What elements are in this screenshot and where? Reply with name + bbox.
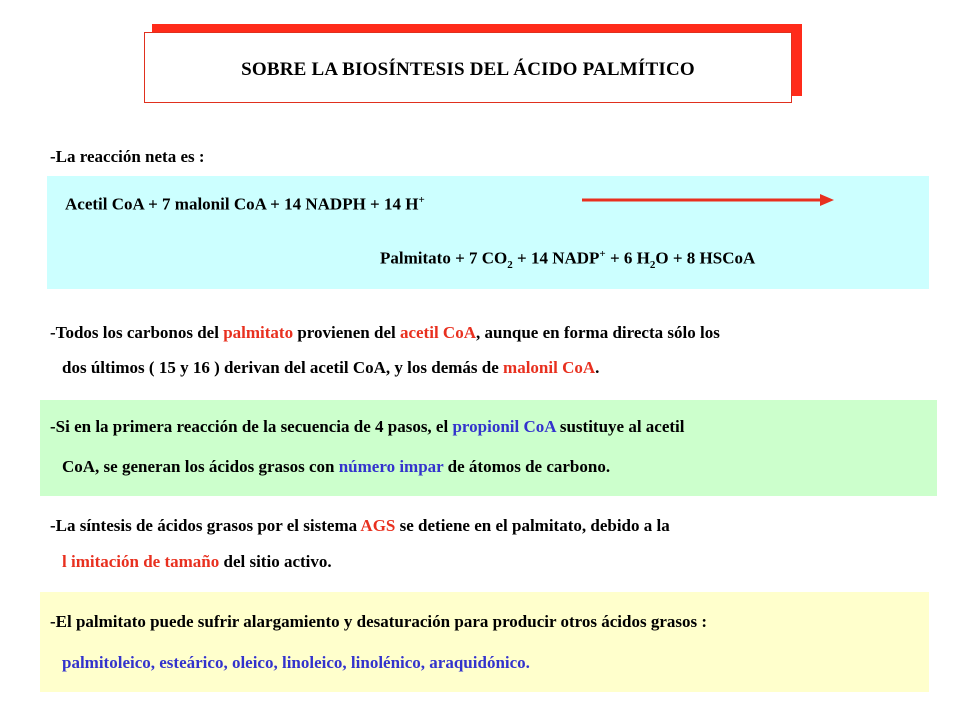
propionil-coa-term: propionil CoA [452,417,556,436]
co2-subscript: 2 [507,259,513,272]
propionyl-text-a: -Si en la primera reacción de la secuencia de 4 pasos, el [50,417,453,436]
reaction-reactants [65,194,425,215]
proton-charge: + [418,194,425,206]
net-reaction-intro: -La reacción neta es : [50,147,205,166]
products-part1: Palmitato + 7 CO [380,248,508,268]
propionyl-text-d: CoA, se generan los ácidos grasos con [62,457,339,476]
ags-text-e: del sitio activo. [219,552,332,571]
carbons-text-e: , aunque en forma directa sólo los [475,323,720,342]
ags-term: AGS [360,516,396,535]
page-title: SOBRE LA BIOSÍNTESIS DEL ÁCIDO PALMÍTICO [241,59,695,80]
carbons-text-g: . [595,358,600,377]
reaction-arrow-icon [582,193,834,207]
products-part3: + 6 H [605,248,650,268]
propionyl-text-f: de átomos de carbono. [443,457,611,476]
ags-text-c: se detiene en el palmitato, debido a la [395,516,670,535]
propionyl-line-2 [62,457,610,477]
propionyl-line-1 [50,417,685,437]
malonil-coa-term: malonil CoA [503,358,596,377]
palmitato-term: palmitato [223,323,294,342]
reactants-text: Acetil CoA + 7 malonil CoA + 14 NADPH + 14 H [65,194,419,214]
numero-impar-term: número impar [338,457,444,476]
nadp-charge: + [599,248,606,260]
ags-line-2 [62,552,332,572]
elongation-panel [40,592,929,692]
reaction-products [380,248,755,271]
carbons-line-1 [50,323,720,343]
products-part2: + 14 NADP [512,248,600,268]
products-part4: O + 8 HSCoA [655,248,756,268]
acetil-coa-term: acetil CoA [399,323,476,342]
carbons-line-2 [62,358,599,378]
h2o-subscript: 2 [649,259,656,272]
title-box [144,32,792,103]
size-limitation-term: l imitación de tamaño [62,552,220,571]
propionyl-text-c: sustituye al acetil [555,417,685,436]
propionyl-panel [40,400,937,496]
carbons-text-c: provienen del [293,323,400,342]
ags-text-a: -La síntesis de ácidos grasos por el sistema [50,516,361,535]
ags-line-1 [50,516,670,536]
carbons-text-a: -Todos los carbonos del [50,323,224,342]
elongation-line-1: -El palmitato puede sufrir alargamiento y desaturación para producir otros ácidos grasos : [50,612,708,631]
carbons-text-f: dos últimos ( 15 y 16 ) derivan del acetil CoA, y los demás de [62,358,504,377]
fatty-acids-list: palmitoleico, esteárico, oleico, linoleico, linolénico, araquidónico. [62,653,530,672]
